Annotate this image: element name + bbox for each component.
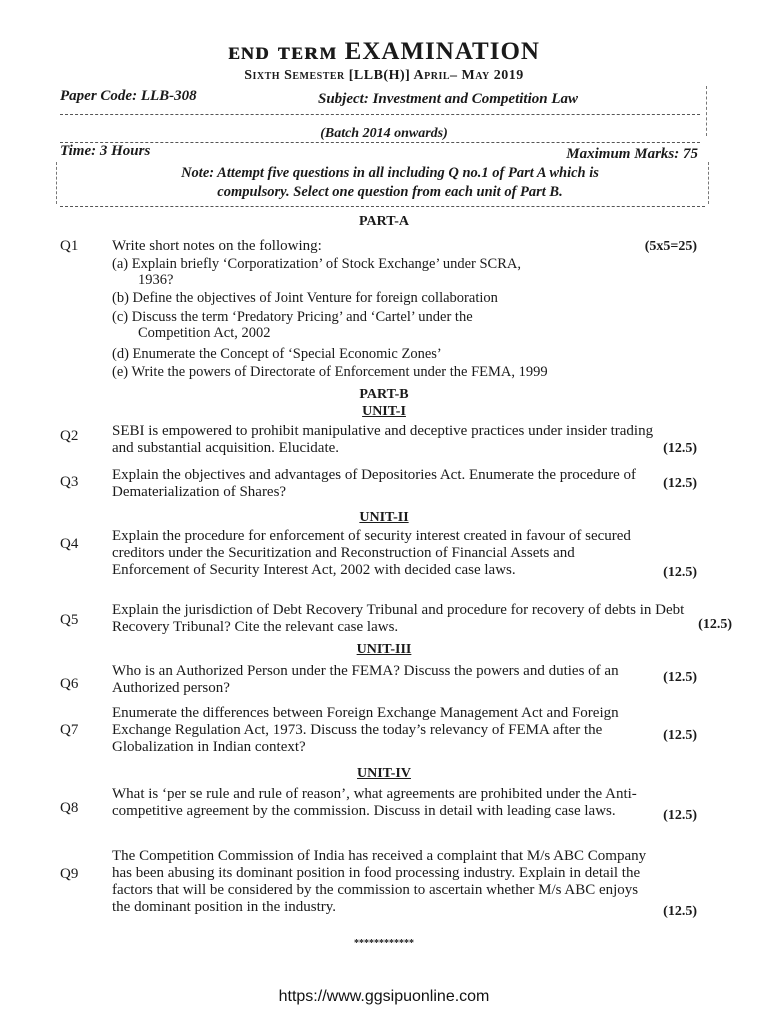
question-text — [112, 786, 697, 824]
time-allowed: Time: 3 Hours — [60, 143, 151, 159]
question-text — [112, 848, 697, 920]
sub-question-line: (a) Explain briefly ‘Corporatization’ of Stock Exchange’ under SCRA, — [112, 256, 521, 272]
source-url[interactable]: https://www.ggsipuonline.com — [278, 988, 490, 1005]
sub-question — [112, 346, 697, 362]
note-box-right — [708, 162, 709, 204]
time-divider — [60, 142, 700, 143]
question-text — [112, 238, 697, 255]
question-number: Q7 — [60, 722, 79, 738]
part-b-heading: PART-B — [359, 387, 409, 402]
sub-question-line: 1936? — [138, 272, 174, 288]
question-number: Q4 — [60, 536, 79, 552]
question-body: Who is an Authorized Person under the FEMA? Discuss the powers and duties of an Authorized person? — [112, 663, 619, 696]
question-number: Q5 — [60, 612, 79, 628]
question-body: Explain the objectives and advantages of Depositories Act. Enumerate the procedure of Dematerialization of Shares? — [112, 467, 636, 500]
sub-question — [112, 309, 697, 341]
question-marks: (12.5) — [663, 670, 697, 685]
sub-question — [112, 256, 697, 288]
question-body: The Competition Commission of India has received a complaint that M/s ABC Company has been abusing its dominant position in food processing industry. Explain in detail the factors that will be considered by the commission to ascertain whether M/s ABC enjoys the dominant position in the industry. — [112, 848, 647, 915]
instructions-note — [80, 164, 700, 202]
question-marks: (12.5) — [663, 808, 697, 823]
exam-title: ᴇɴᴅ ᴛᴇʀᴍ EXAMINATION — [228, 38, 540, 65]
question-body: SEBI is empowered to prohibit manipulative and deceptive practices under insider trading and substantial acquisition. Elucidate. — [112, 423, 654, 456]
question-text — [112, 528, 697, 581]
unit-heading: UNIT-II — [359, 510, 409, 525]
sub-question-line: (e) Write the powers of Directorate of Enforcement under the FEMA, 1999 — [112, 364, 548, 380]
question-marks: (12.5) — [663, 441, 697, 456]
question-marks: (12.5) — [663, 728, 697, 743]
paper-code: Paper Code: LLB-308 — [60, 88, 197, 104]
question-marks: (12.5) — [663, 904, 697, 919]
note-line-2: compulsory. Select one question from each unit of Part B. — [217, 184, 563, 200]
question-body: Enumerate the differences between Foreign Exchange Management Act and Foreign Exchange Regulation Act, 1973. Discuss the today’s relevancy of FEMA after the Globalization in Indian context? — [112, 705, 619, 755]
question-text — [112, 467, 697, 501]
question-body: Explain the procedure for enforcement of security interest created in favour of secured creditors under the Securitization and Reconstruction of Financial Assets and Enforcement of Security Interest Act, 2002 with decided case laws. — [112, 528, 631, 578]
unit-heading: UNIT-I — [362, 404, 406, 419]
question-number: Q1 — [60, 238, 79, 254]
question-marks: (12.5) — [698, 617, 732, 632]
question-marks: (12.5) — [663, 476, 697, 491]
unit-heading: UNIT-IV — [357, 766, 411, 781]
maximum-marks: Maximum Marks: 75 — [566, 146, 698, 162]
sub-question-line: Competition Act, 2002 — [138, 325, 271, 341]
semester-line: Sixth Semester [LLB(H)] April– May 2019 — [244, 68, 524, 83]
question-text — [112, 663, 697, 697]
note-divider — [60, 206, 705, 207]
question-number: Q6 — [60, 676, 79, 692]
subject: Subject: Investment and Competition Law — [318, 91, 579, 107]
question-number: Q2 — [60, 428, 79, 444]
question-marks: (5x5=25) — [644, 239, 697, 254]
note-box-left — [56, 162, 57, 204]
sub-question-line: (c) Discuss the term ‘Predatory Pricing’ and ‘Cartel’ under the — [112, 309, 473, 325]
question-number: Q8 — [60, 800, 79, 816]
sub-question — [112, 364, 697, 380]
part-a-heading: PART-A — [358, 214, 410, 229]
question-marks: (12.5) — [663, 565, 697, 580]
question-body: Explain the jurisdiction of Debt Recovery Tribunal and procedure for recovery of debts in Debt Recovery Tribunal? Cite the relevant case laws. — [112, 602, 685, 635]
question-body: What is ‘per se rule and rule of reason’, what agreements are prohibited under the Anti-competitive agreement by the commission. Discuss in detail with leading case laws. — [112, 786, 637, 819]
sub-question — [112, 290, 697, 306]
question-number: Q9 — [60, 866, 79, 882]
question-text — [112, 705, 697, 756]
question-number: Q3 — [60, 474, 79, 490]
batch-line: (Batch 2014 onwards) — [320, 126, 448, 141]
header-divider — [60, 114, 700, 115]
unit-heading: UNIT-III — [356, 642, 412, 657]
question-text — [112, 602, 732, 636]
note-line-1: Note: Attempt five questions in all including Q no.1 of Part A which is — [181, 165, 599, 181]
question-body: Write short notes on the following: — [112, 238, 322, 254]
sub-question-line: (b) Define the objectives of Joint Venture for foreign collaboration — [112, 290, 498, 306]
sub-question-line: (d) Enumerate the Concept of ‘Special Economic Zones’ — [112, 346, 442, 362]
end-stars: ************ — [354, 938, 414, 949]
question-text — [112, 423, 697, 457]
